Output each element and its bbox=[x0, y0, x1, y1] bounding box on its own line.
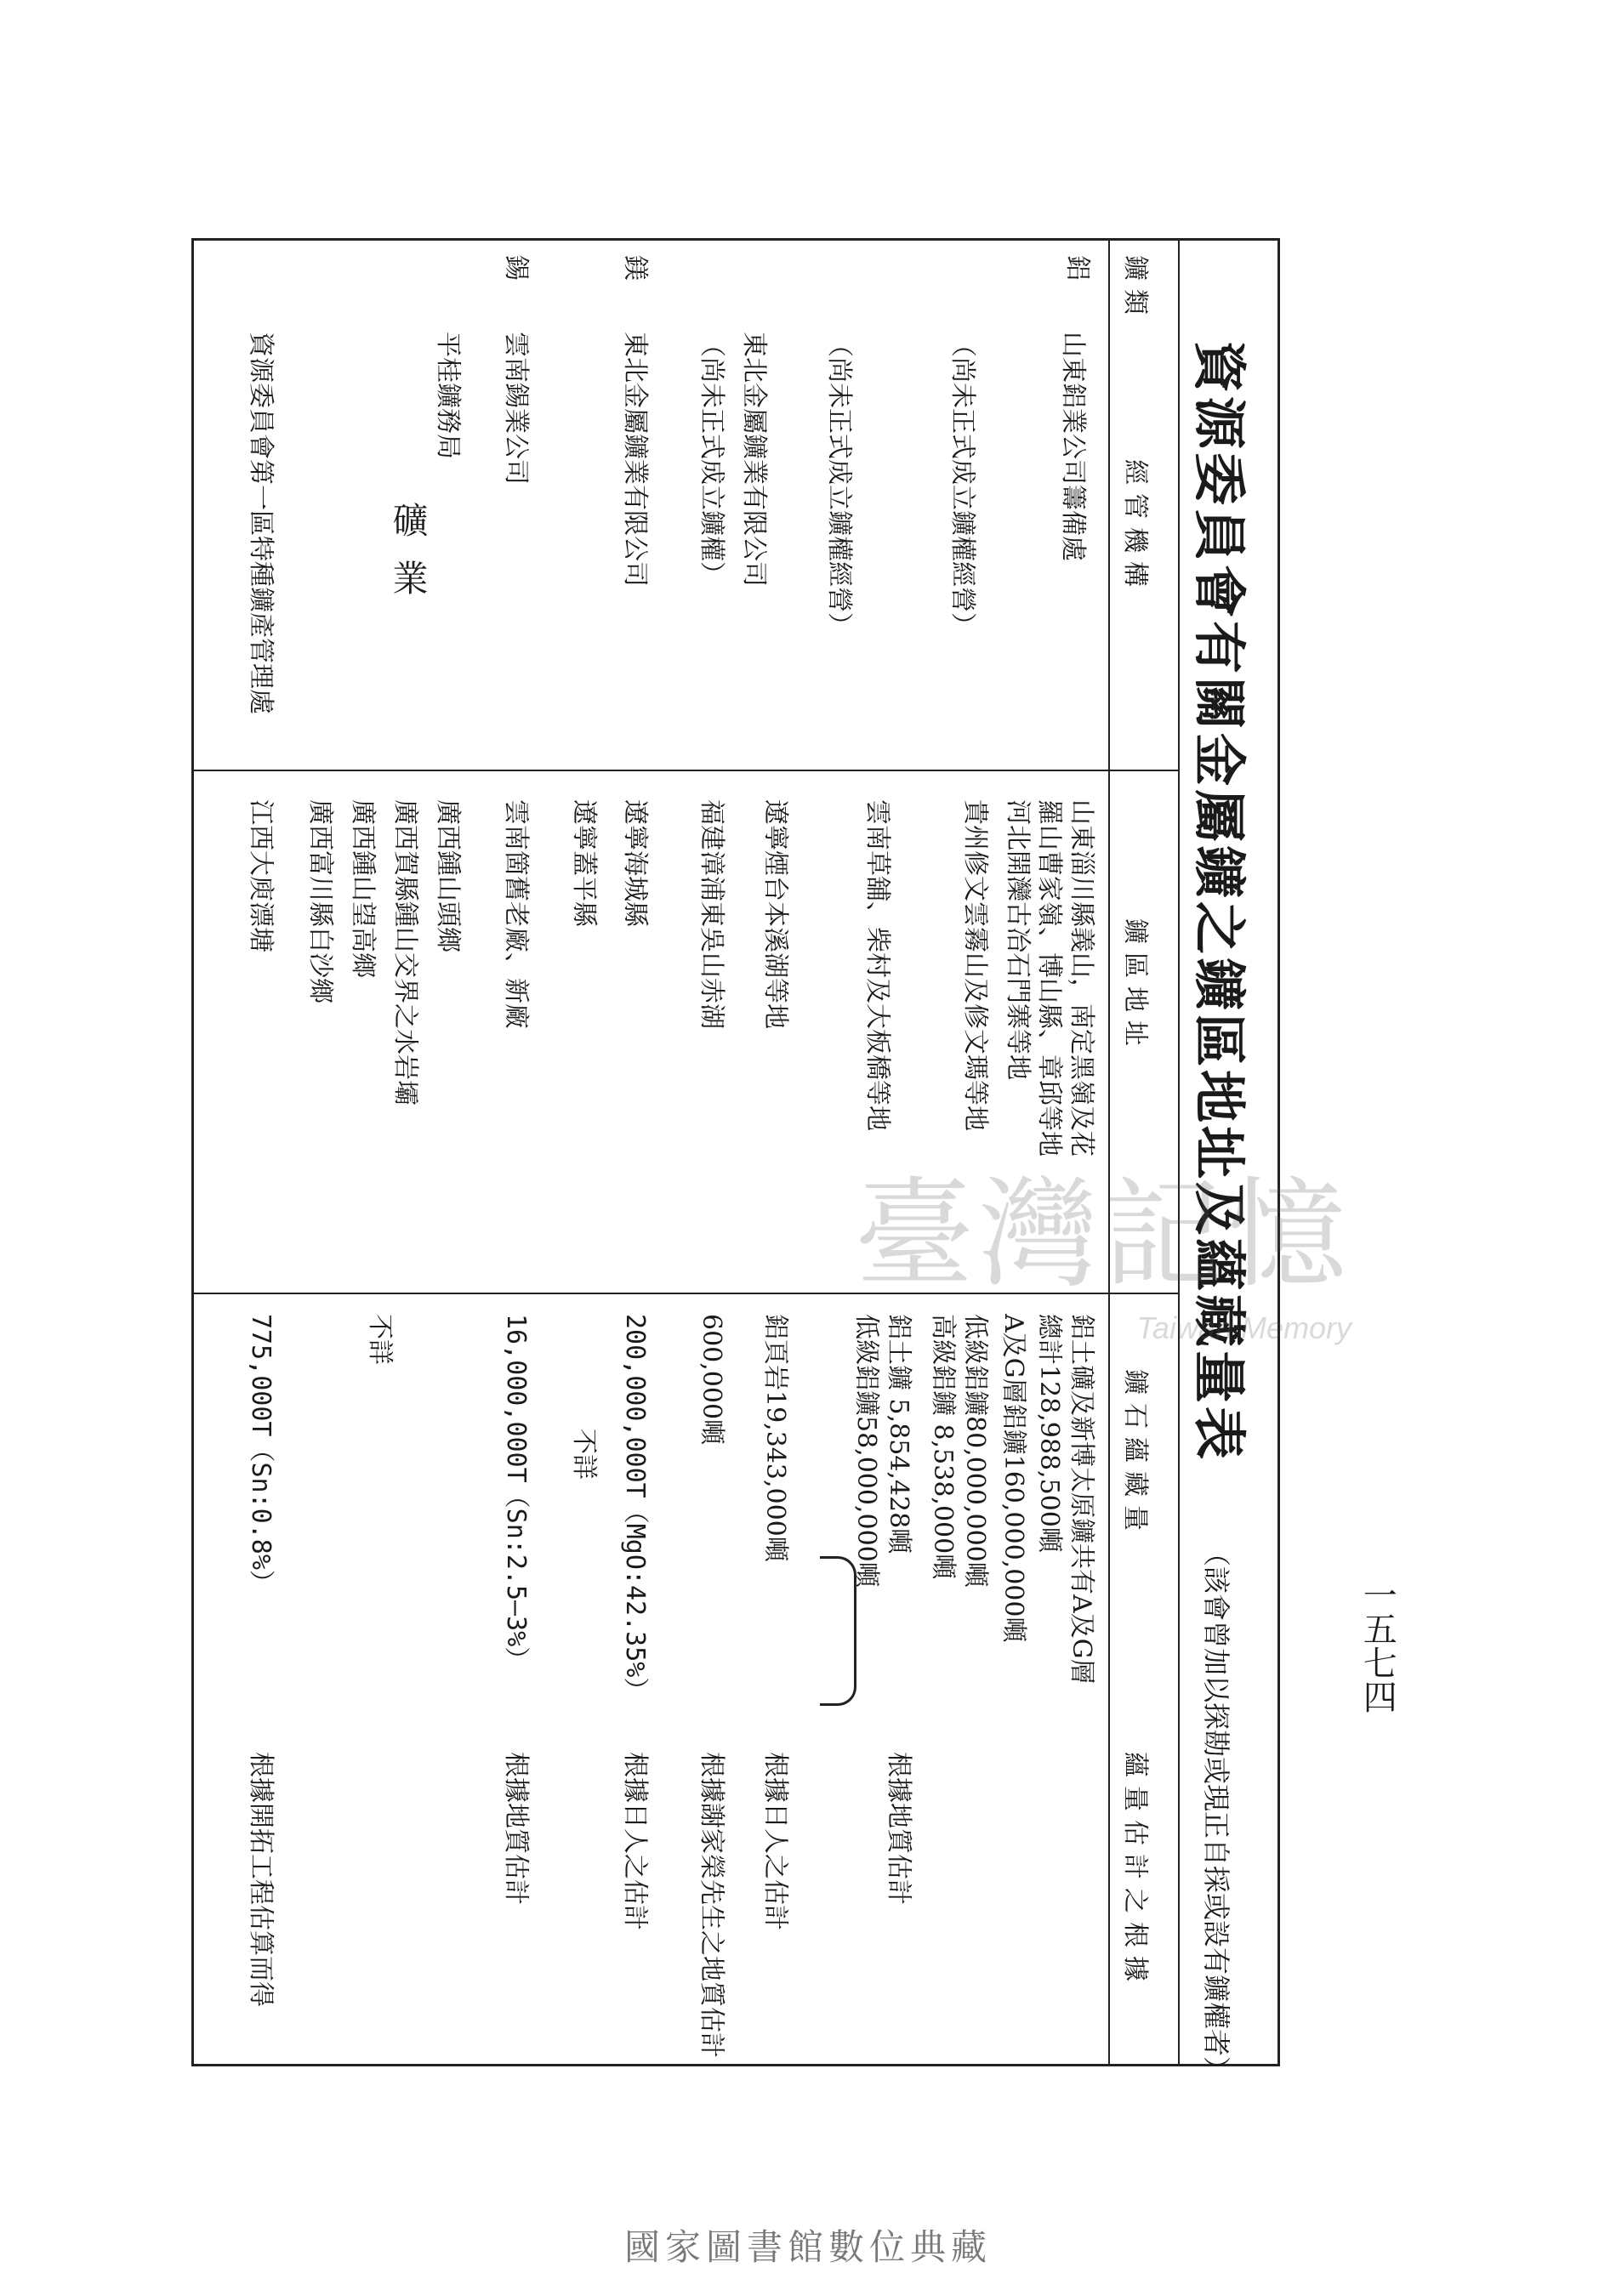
row-basis: 根據謝家榮先生之地質估計 bbox=[697, 1752, 726, 2058]
row-reserve: 200,000,000T（MgO:42.35%） bbox=[620, 1314, 650, 1703]
row-reserve: 不詳 bbox=[569, 1429, 599, 1480]
row-reserve: 鋁土礦及新博太原鑛共有A及G層 總計128,988,500噸 bbox=[1034, 1314, 1096, 1685]
row-reserve: 低級鋁鑛80,000,000噸 高級鋁鑛 8,538,000噸 bbox=[928, 1314, 990, 1588]
row-basis: 根據開拓工程估算而得 bbox=[246, 1752, 276, 2007]
row-addr: 遼寧蓋平縣 bbox=[569, 799, 599, 927]
header-org: 經管機構 bbox=[1120, 459, 1150, 595]
row-reserve: 鋁頁岩19,343,000噸 bbox=[760, 1314, 790, 1562]
brace-basis-group bbox=[820, 1556, 856, 1706]
row-addr: 雲南箇舊老廠、新廠 bbox=[501, 799, 531, 1029]
row-addr: 廣西富川縣白沙鄉 bbox=[305, 799, 335, 1003]
watermark-text: 臺灣記憶 bbox=[855, 1166, 1352, 1304]
row-addr: 福建漳浦東吳山赤湖 bbox=[697, 799, 726, 1029]
page-number: 一五七四 bbox=[1357, 1577, 1397, 1713]
row-org: （尚未正式成立鑛權經營） bbox=[947, 332, 977, 638]
row-addr: 貴州修文雲霧山及修文瑪等地 bbox=[960, 799, 990, 1131]
row-addr: 河北開灤古冶石門寨等地 bbox=[1003, 799, 1033, 1080]
row-addr: 廣西鍾山頭鄉 bbox=[433, 799, 463, 952]
row-org: 平桂鑛務局 bbox=[433, 332, 463, 459]
table-title: 資源委員會有關金屬鑛之鑛區地址及蘊藏量表 bbox=[1188, 340, 1250, 1463]
row-org: 東北金屬鑛業有限公司 bbox=[620, 332, 650, 587]
row-type: 鎂 bbox=[620, 255, 650, 281]
watermark-logo bbox=[855, 1139, 1351, 1346]
row-basis: 根據日人之估計 bbox=[760, 1752, 790, 1930]
row-org: 山東鋁業公司籌備處 bbox=[1058, 332, 1088, 561]
row-reserve: 16,000,000T（Sn:2.5—3%） bbox=[501, 1314, 531, 1673]
row-addr: 廣西鍾山望高鄉 bbox=[348, 799, 378, 978]
row-addr: 江西大庾漂塘 bbox=[246, 799, 276, 952]
header-type: 鑛類 bbox=[1120, 255, 1150, 323]
row-reserve: 600,000噸 bbox=[697, 1314, 726, 1446]
row-reserve: 不詳 bbox=[365, 1314, 395, 1365]
row-basis: 根據地質估計 bbox=[501, 1752, 531, 1905]
row-org: （尚未正式成立鑛權） bbox=[697, 332, 726, 587]
row-reserve: 775,000T（Sn:0.8%） bbox=[246, 1314, 276, 1595]
row-addr: 遼寧海城縣 bbox=[620, 799, 650, 927]
header-reserve: 鑛石蘊藏量 bbox=[1120, 1369, 1150, 1539]
row-type: 錫 bbox=[501, 255, 531, 281]
row-reserve: A及G層鋁鑛160,000,000噸 bbox=[999, 1314, 1028, 1643]
row-org: （尚未正式成立鑛權經營） bbox=[824, 332, 854, 638]
watermark-latin: Taiwan Memory bbox=[1136, 1310, 1352, 1345]
header-basis: 蘊量估計之根據 bbox=[1120, 1752, 1150, 1990]
row-org: 資源委員會第一區特種鑛產管理處 bbox=[246, 332, 276, 714]
running-header: 礦業 bbox=[387, 502, 430, 617]
row-org: 東北金屬鑛業有限公司 bbox=[739, 332, 769, 587]
row-addr: 廣西賀縣鍾山交界之水岩壩 bbox=[390, 799, 420, 1105]
row-basis: 根據日人之估計 bbox=[620, 1752, 650, 1930]
row-org: 雲南錫業公司 bbox=[501, 332, 531, 485]
row-addr: 雲南草舖、柴村及大板橋等地 bbox=[862, 799, 892, 1131]
rule-col-1 bbox=[191, 770, 1180, 771]
row-reserve: 鋁土鑛 5,854,428噸 低級鋁鑛58,000,000噸 bbox=[851, 1314, 913, 1588]
header-addr: 鑛區地址 bbox=[1120, 918, 1150, 1054]
row-addr: 山東淄川縣義山，南定黑嶺及花 羅山曹家嶺、博山縣、章邱等地 bbox=[1034, 799, 1096, 1157]
basis-group-label: 根據地質估計 bbox=[884, 1752, 913, 1905]
row-addr: 遼寧煙台本溪湖等地 bbox=[760, 799, 790, 1029]
footer-credit: 國家圖書館數位典藏 bbox=[623, 2226, 992, 2268]
table-subtitle: （該會曾加以探勘或現正自採或設有鑛權者） bbox=[1200, 1539, 1232, 2084]
row-type: 鋁 bbox=[1062, 255, 1092, 281]
